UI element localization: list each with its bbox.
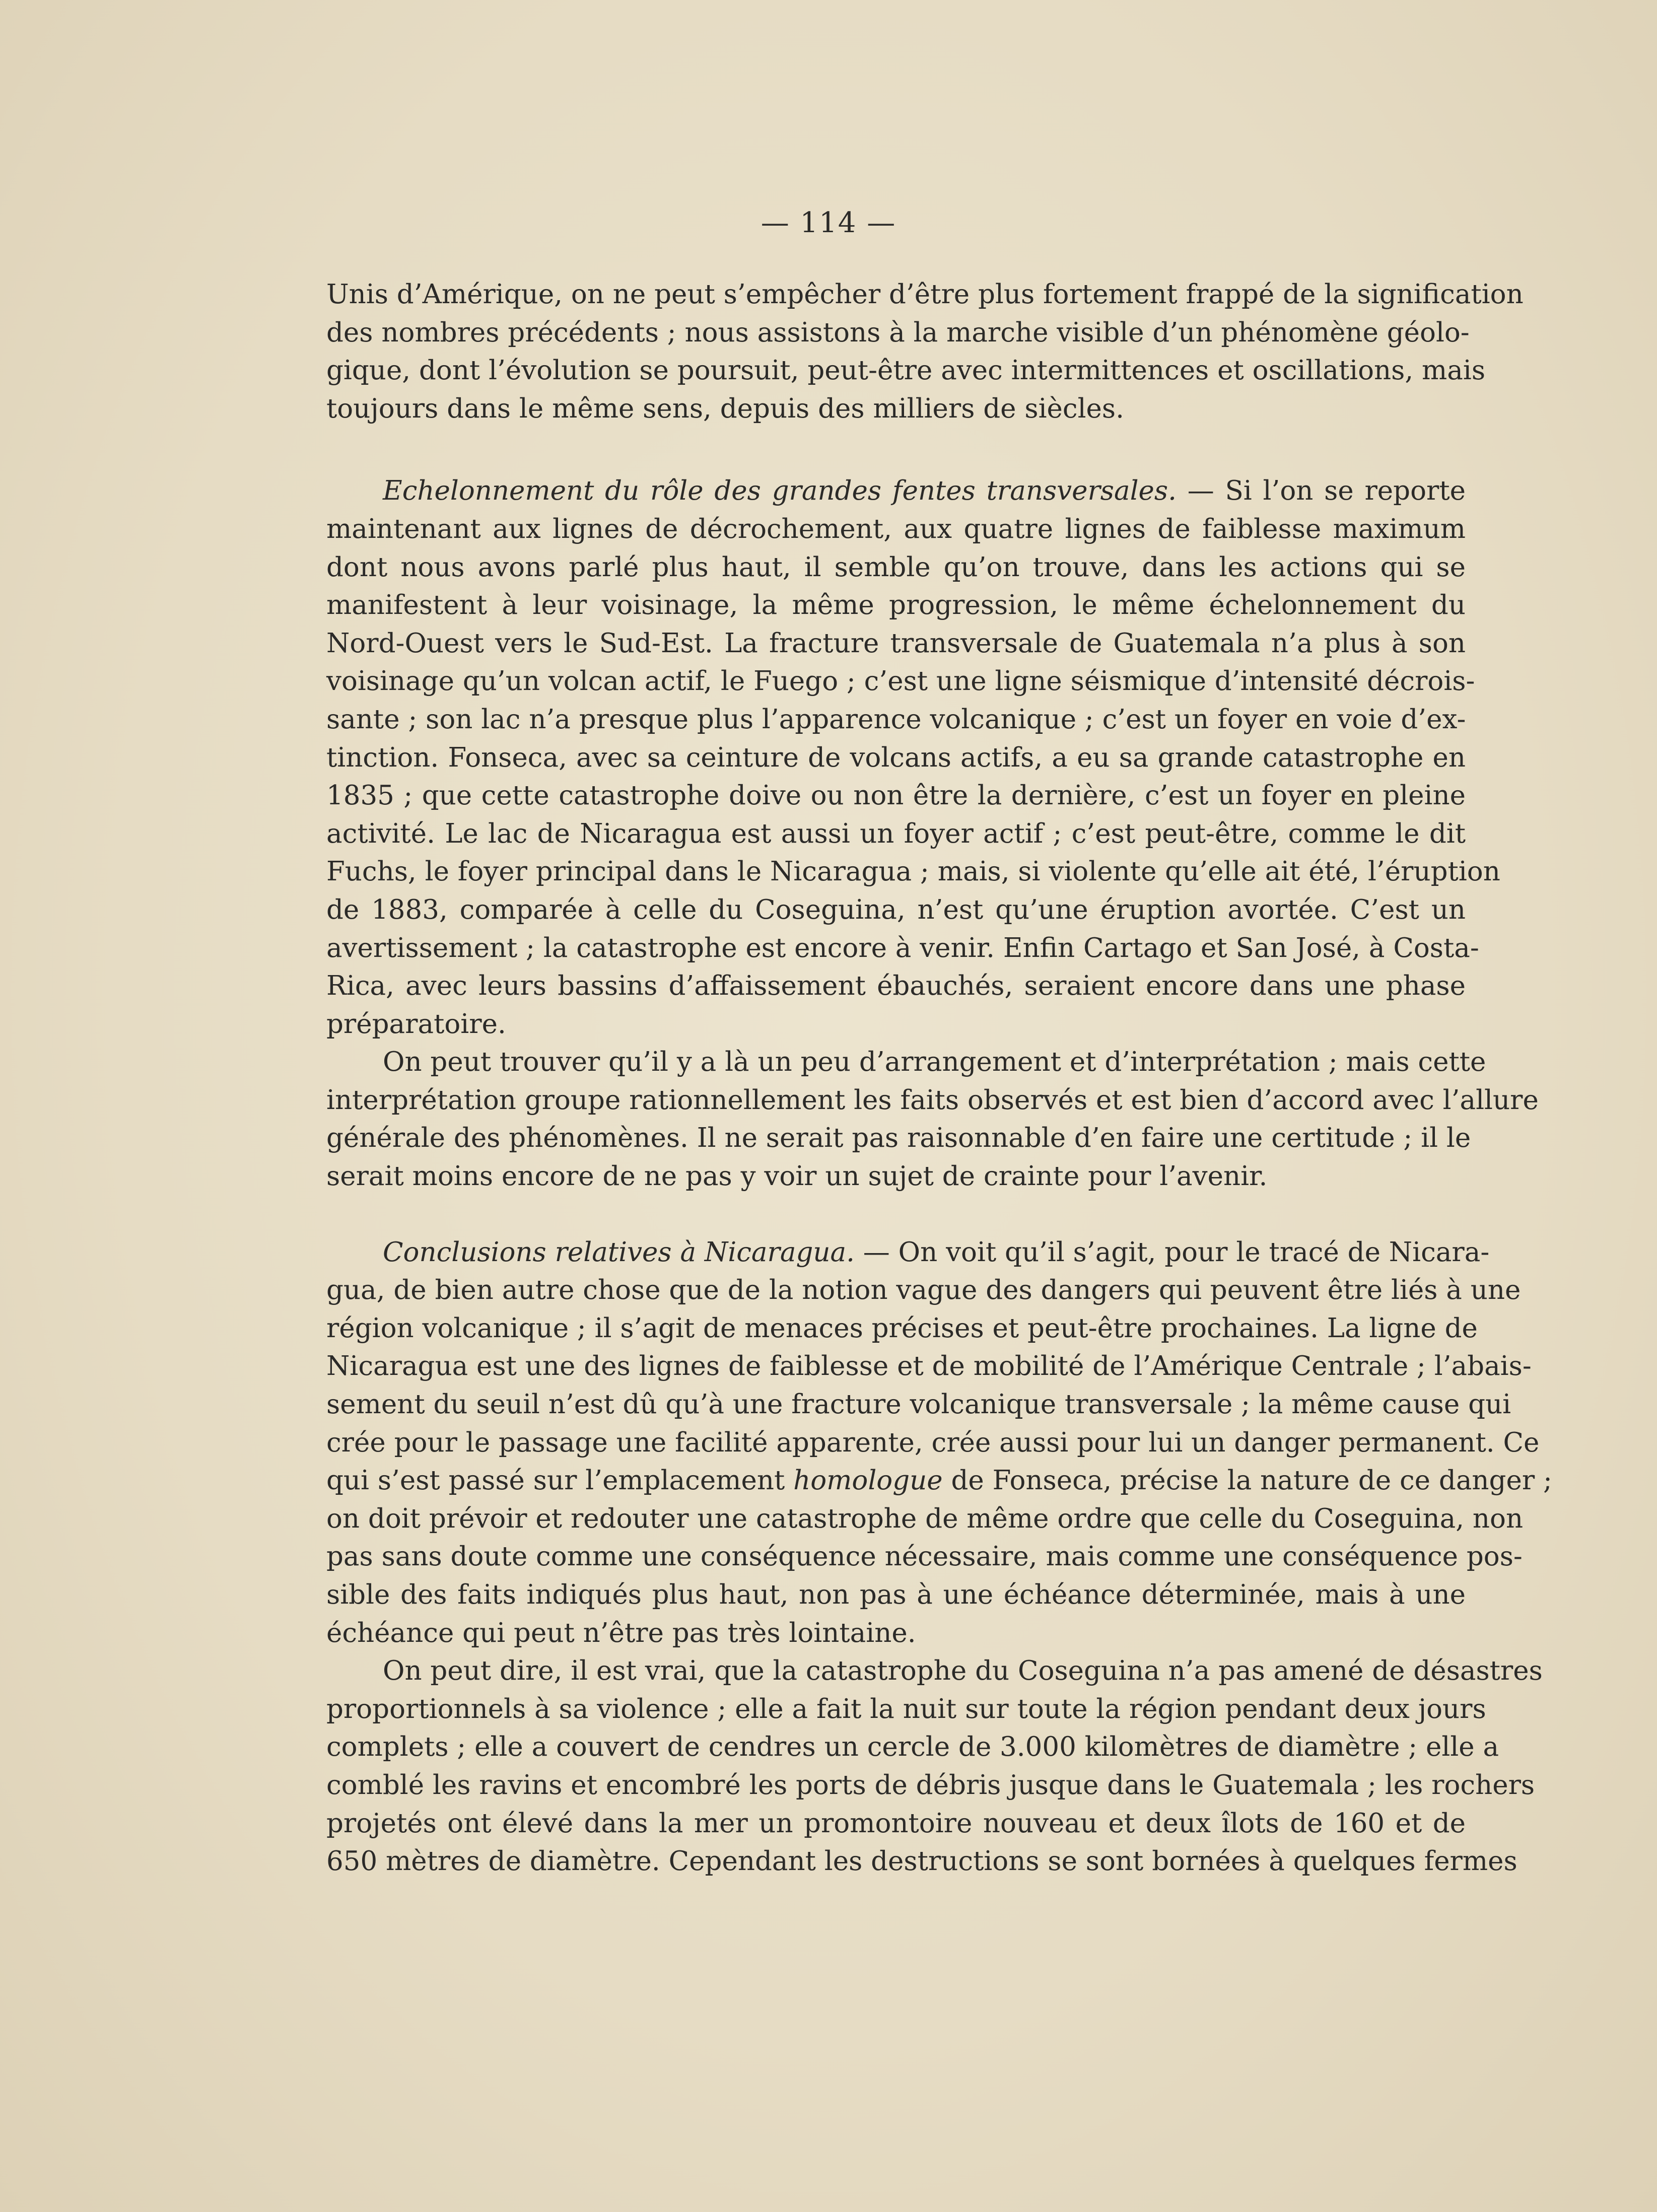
text-line: générale des phénomènes. Il ne serait pas raisonnable d’en faire une certitude ; il le — [326, 1123, 1471, 1154]
text-line: dont nous avons parlé plus haut, il semble qu’on trouve, dans les actions qui se — [326, 551, 1466, 583]
paragraph-conclusions — [326, 1233, 1552, 1652]
text-line: échéance qui peut n’être pas très lointaine. — [326, 1617, 916, 1648]
text-line: de 1883, comparée à celle du Coseguina, n’est qu’une éruption avortée. C’est un — [326, 894, 1466, 925]
text-line: Nord-Ouest vers le Sud-Est. La fracture transversale de Guatemala n’a plus à son — [326, 628, 1466, 659]
text-line-tail: — On voit qu’il s’agit, pour le tracé de Nicara- — [854, 1236, 1490, 1268]
emphasis-homologue: homologue — [793, 1465, 943, 1496]
text-line-tail: — Si l’on se reporte — [1176, 475, 1466, 507]
text-line: Nicaragua est une des lignes de faiblesse et de mobilité de l’Amérique Centrale ; l’abais- — [326, 1351, 1532, 1382]
page-number: — 114 — — [761, 206, 896, 239]
text-line: 1835 ; que cette catastrophe doive ou non être la dernière, c’est un foyer en pleine — [326, 780, 1466, 811]
text-line: Unis d’Amérique, on ne peut s’empêcher d’être plus fortement frappé de la signification — [326, 279, 1524, 310]
text-line: Fuchs, le foyer principal dans le Nicaragua ; mais, si violente qu’elle ait été, l’éruption — [326, 856, 1500, 887]
paragraph-interpretation — [326, 1043, 1539, 1195]
text-line: voisinage qu’un volcan actif, le Fuego ; c’est une ligne séismique d’intensité décrois- — [326, 666, 1475, 697]
text-line-head: qui s’est passé sur l’emplacement — [326, 1465, 785, 1496]
text-line: crée pour le passage une facilité apparente, crée aussi pour lui un danger permanent. Ce — [326, 1427, 1540, 1458]
text-line: gua, de bien autre chose que de la notion vague des dangers qui peuvent être liés à une — [326, 1275, 1521, 1306]
text-line: préparatoire. — [326, 1008, 506, 1040]
paragraph-echelonnement — [326, 472, 1500, 1043]
text-line-tail: de Fonseca, précise la nature de ce danger ; — [951, 1465, 1552, 1496]
text-line: avertissement ; la catastrophe est encore à venir. Enfin Cartago et San José, à Costa- — [326, 932, 1479, 963]
text-line: complets ; elle a couvert de cendres un cercle de 3.000 kilomètres de diamètre ; elle a — [326, 1732, 1499, 1763]
text-line — [326, 472, 1466, 510]
text-line: projetés ont élevé dans la mer un promontoire nouveau et deux îlots de 160 et de — [326, 1808, 1466, 1839]
text-line: tinction. Fonseca, avec sa ceinture de volcans actifs, a eu sa grande catastrophe en — [326, 742, 1466, 773]
text-line — [326, 1462, 1552, 1500]
text-line: sement du seuil n’est dû qu’à une fracture volcanique transversale ; la même cause qui — [326, 1389, 1511, 1420]
section-heading-echelonnement: Echelonnement du rôle des grandes fentes transversales. — [383, 475, 1177, 507]
text-line: serait moins encore de ne pas y voir un sujet de crainte pour l’avenir. — [326, 1161, 1268, 1192]
text-line: Rica, avec leurs bassins d’affaissement ébauchés, seraient encore dans une phase — [326, 971, 1466, 1002]
text-line: sible des faits indiqués plus haut, non pas à une échéance déterminée, mais à une — [326, 1579, 1466, 1610]
text-line: On peut trouver qu’il y a là un peu d’arrangement et d’interprétation ; mais cette — [383, 1047, 1486, 1078]
section-heading-conclusions: Conclusions relatives à Nicaragua. — [383, 1236, 855, 1268]
text-line: sante ; son lac n’a presque plus l’apparence volcanique ; c’est un foyer en voie d’ex- — [326, 704, 1466, 735]
text-line: manifestent à leur voisinage, la même progression, le même échelonnement du — [326, 590, 1466, 621]
text-line: maintenant aux lignes de décrochement, aux quatre lignes de faiblesse maximum — [326, 513, 1466, 544]
paragraph-intro — [326, 275, 1524, 428]
text-line: région volcanique ; il s’agit de menaces précises et peut-être prochaines. La ligne de — [326, 1312, 1478, 1344]
text-line: proportionnels à sa violence ; elle a fait la nuit sur toute la région pendant deux jours — [326, 1693, 1486, 1724]
text-line: toujours dans le même sens, depuis des milliers de siècles. — [326, 393, 1124, 424]
text-line: gique, dont l’évolution se poursuit, peut-être avec intermittences et oscillations, mais — [326, 355, 1486, 386]
text-line: 650 mètres de diamètre. Cependant les destructions se sont bornées à quelques fermes — [326, 1846, 1517, 1877]
text-line: On peut dire, il est vrai, que la catastrophe du Coseguina n’a pas amené de désastres — [383, 1655, 1543, 1687]
paragraph-coseguina — [326, 1652, 1543, 1881]
text-line: comblé les ravins et encombré les ports de débris jusque dans le Guatemala ; les rochers — [326, 1769, 1535, 1801]
text-line: des nombres précédents ; nous assistons à la marche visible d’un phénomène géolo- — [326, 317, 1470, 348]
body-text — [326, 275, 1552, 1881]
text-line — [326, 1233, 1490, 1272]
text-line: interprétation groupe rationnellement les faits observés et est bien d’accord avec l’allure — [326, 1084, 1539, 1116]
text-line: pas sans doute comme une conséquence nécessaire, mais comme une conséquence pos- — [326, 1541, 1523, 1572]
text-line: activité. Le lac de Nicaragua est aussi un foyer actif ; c’est peut-être, comme le dit — [326, 818, 1466, 849]
text-line: on doit prévoir et redouter une catastrophe de même ordre que celle du Coseguina, non — [326, 1503, 1524, 1534]
